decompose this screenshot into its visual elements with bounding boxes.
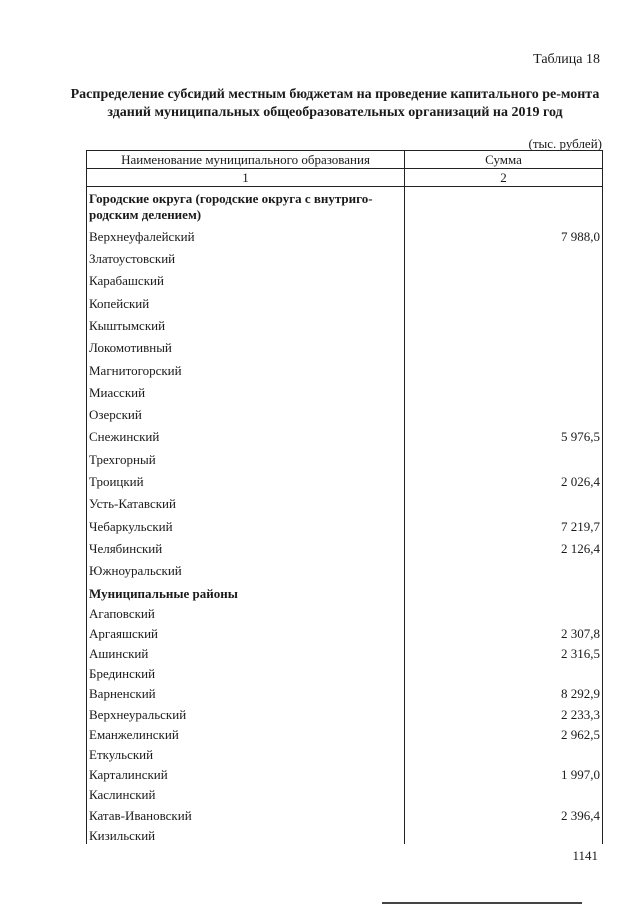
table-row [87,512,603,534]
table-row [87,423,603,445]
municipality-name: Карабашский [87,267,405,289]
municipality-name: Верхнеуфалейский [87,223,405,245]
municipality-name: Магнитогорский [87,356,405,378]
subsidy-amount: 8 292,9 [405,682,603,702]
name-column-index: 1 [87,169,405,187]
table-header [87,151,603,187]
name-column-header: Наименование муниципального образования [87,151,405,169]
section-row [87,579,603,601]
subsidy-amount [405,662,603,682]
subsidy-amount [405,579,603,601]
table-row [87,783,603,803]
subsidy-amount [405,267,603,289]
amount-column-index: 2 [405,169,603,187]
subsidy-amount [405,602,603,622]
municipality-name: Варненский [87,682,405,702]
section-heading: Муниципальные районы [87,579,405,601]
table-row [87,803,603,823]
table-row [87,662,603,682]
table-row [87,602,603,622]
municipality-name: Копейский [87,289,405,311]
table-row [87,401,603,423]
subsidy-amount [405,783,603,803]
table-row [87,468,603,490]
municipality-name: Каслинский [87,783,405,803]
table-row [87,490,603,512]
subsidy-amount [405,557,603,579]
subsidy-amount: 1 997,0 [405,763,603,783]
municipality-name: Карталинский [87,763,405,783]
municipality-name: Кизильский [87,824,405,844]
municipality-name: Южноуральский [87,557,405,579]
municipality-name: Челябинский [87,535,405,557]
subsidy-amount: 2 026,4 [405,468,603,490]
table-number: Таблица 18 [533,52,600,67]
table-body [87,187,603,844]
subsidy-amount: 7 219,7 [405,512,603,534]
subsidy-amount: 2 307,8 [405,622,603,642]
municipality-name: Троицкий [87,468,405,490]
subsidy-amount [405,490,603,512]
municipality-name: Еткульский [87,743,405,763]
column-index-row [87,169,603,187]
subsidy-amount [405,312,603,334]
table-row [87,267,603,289]
table-row [87,312,603,334]
table-row [87,356,603,378]
header-row [87,151,603,169]
table-row [87,445,603,467]
subsidy-amount: 7 988,0 [405,223,603,245]
table-row [87,824,603,844]
municipality-name: Брединский [87,662,405,682]
table-row [87,743,603,763]
subsidy-amount: 2 396,4 [405,803,603,823]
municipality-name: Трехгорный [87,445,405,467]
municipality-name: Кыштымский [87,312,405,334]
table-row [87,379,603,401]
subsidy-amount [405,245,603,267]
subsidy-amount: 5 976,5 [405,423,603,445]
table-row [87,334,603,356]
section-row [87,187,603,223]
municipality-name: Ашинский [87,642,405,662]
subsidy-amount [405,824,603,844]
table-row [87,289,603,311]
table-row [87,682,603,702]
municipality-name: Еманжелинский [87,723,405,743]
municipality-name: Златоустовский [87,245,405,267]
municipality-name: Катав-Ивановский [87,803,405,823]
subsidy-amount: 2 316,5 [405,642,603,662]
municipality-name: Снежинский [87,423,405,445]
footer-rule [382,902,582,904]
subsidy-amount [405,289,603,311]
municipality-name: Озерский [87,401,405,423]
municipality-name: Чебаркульский [87,512,405,534]
table-row [87,723,603,743]
subsidy-amount: 2 233,3 [405,702,603,722]
amount-column-header: Сумма [405,151,603,169]
table-row [87,642,603,662]
units-note: (тыс. рублей) [528,136,602,151]
table-row [87,535,603,557]
table-row [87,763,603,783]
subsidy-amount [405,356,603,378]
table-row [87,245,603,267]
subsidy-amount [405,743,603,763]
municipality-name: Локомотивный [87,334,405,356]
document-title: Распределение субсидий местным бюджетам на проведение капитального ре-монта зданий муниципальных общеобразовательных организаций на 2019 год [70,87,600,120]
page-number: 1141 [572,848,598,863]
table-row [87,223,603,245]
municipality-name: Агаповский [87,602,405,622]
subsidy-amount: 2 962,5 [405,723,603,743]
subsidy-amount [405,379,603,401]
section-heading: Городские округа (городские округа с внутриго-родским делением) [87,187,405,223]
municipality-name: Верхнеуральский [87,702,405,722]
subsidy-amount [405,187,603,223]
table-row [87,702,603,722]
table-row [87,557,603,579]
subsidy-amount [405,401,603,423]
subsidy-amount [405,445,603,467]
subsidy-amount [405,334,603,356]
municipality-name: Миасский [87,379,405,401]
municipality-name: Усть-Катавский [87,490,405,512]
municipality-name: Аргаяшский [87,622,405,642]
subsidy-amount: 2 126,4 [405,535,603,557]
table-row [87,622,603,642]
subsidy-table [86,150,603,844]
